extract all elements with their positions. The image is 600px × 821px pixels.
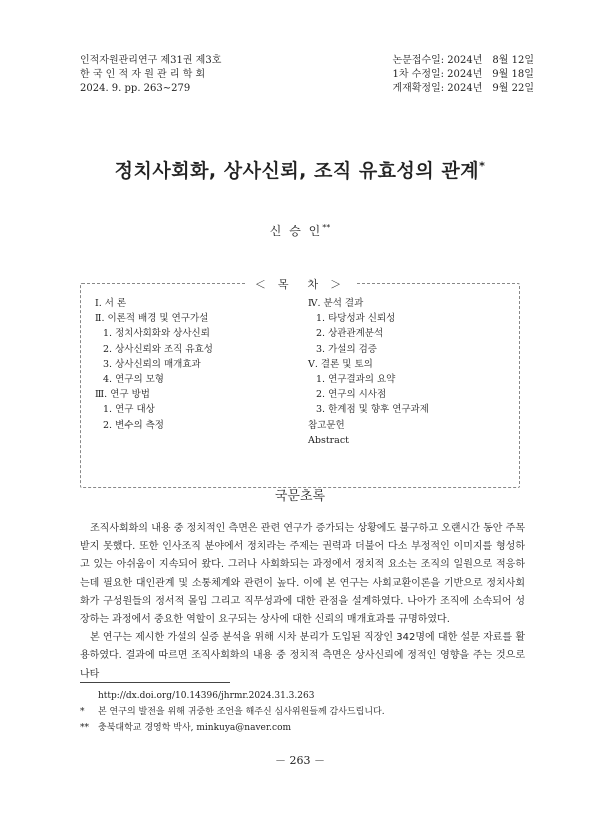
toc-item: Ⅳ. 분석 결과 [308, 298, 364, 309]
abstract-paragraph: 조직사회화의 내용 중 정치적인 측면은 관련 연구가 증가되는 상황에도 불구하고 오랜시간 동안 주목받지 못했다. 또한 인사조직 분야에서 정치라는 주제는 권력과 더불어 다소 부정적인 이미지를 형성하고 있는 아쉬움이 지속되어 왔다. 그러나 사회화되는 과정에서 정치적 요소는 조직의 일원으로 적응하는데 필요한 대인관계 및 소통체계와 관련이 높다. 이에 본 연구는 사회교환이론을 기반으로 정치사회화가 구성원들의 정서적 몰입 그리고 직무성과에 대한 관점을 설계하였다. 나아가 조직에 소속되어 성장하는 과정에서 중요한 역할이 요구되는 상사에 대한 신뢰의 매개효과를 규명하였다. [80, 523, 525, 626]
toc-item: Ⅲ. 연구 방법 [95, 389, 150, 401]
journal-line: 2024. 9. pp. 263∼279 [80, 83, 191, 94]
toc-item: 1. 연구 대상 [103, 404, 155, 416]
toc-item: Ⅴ. 결론 및 토의 [308, 358, 373, 370]
date-line: 논문접수일: 2024년 8월 12일 [392, 55, 534, 66]
toc-item: 2. 변수의 측정 [103, 419, 164, 431]
footnote-mark: * [80, 707, 85, 717]
toc-item: 1. 타당성과 신뢰성 [316, 313, 396, 325]
toc-item: 2. 연구의 시사점 [316, 389, 387, 401]
date-line: 1차 수정일: 2024년 9월 18일 [392, 69, 534, 80]
date-line: 게재확정일: 2024년 9월 22일 [392, 83, 534, 94]
toc-item: 1. 연구결과의 요약 [316, 374, 396, 386]
toc-item: Ⅱ. 이론적 배경 및 연구가설 [95, 313, 209, 325]
journal-line: 한 국 인 적 자 원 관 리 학 회 [80, 69, 206, 80]
paper-title-text: 정치사회화, 상사신뢰, 조직 유효성의 관계 [114, 160, 480, 182]
toc-item: 3. 한계점 및 향후 연구과제 [316, 404, 429, 416]
toc-item: 1. 정치사회화와 상사신뢰 [103, 328, 210, 340]
footnote-text: 본 연구의 발전을 위해 귀중한 조언을 해주신 심사위원들께 감사드립니다. [98, 707, 385, 717]
abstract-heading: 국문초록 [274, 489, 326, 504]
doi-link[interactable]: http://dx.doi.org/10.14396/jhrmr.2024.31.3.263 [98, 691, 315, 701]
footnote-text: 충북대학교 경영학 박사, minkuya@naver.com [98, 723, 292, 733]
paper-title [0, 156, 600, 183]
footnote [80, 720, 385, 736]
toc-item: 3. 상사신뢰의 매개효과 [103, 358, 201, 370]
toc-label-text: ＜ 목 차 ＞ [245, 278, 355, 291]
toc-item: 4. 연구의 모형 [103, 374, 164, 386]
abstract-paragraph: 본 연구는 제시한 가설의 실증 분석을 위해 시차 분리가 도입된 직장인 342명에 대한 설문 자료를 활용하였다. 결과에 따르면 조직사회화의 내용 중 정치적 측면은 상사신뢰에 정적인 영향을 주는 것으로 나타 [80, 632, 525, 680]
toc-item: Ⅰ. 서 론 [95, 298, 127, 309]
footnote-divider [80, 682, 230, 683]
journal-line: 인적자원관리연구 제31권 제3호 [80, 55, 222, 66]
title-footnote-mark: * [479, 159, 486, 173]
toc-item: 2. 상사신뢰와 조직 유효성 [103, 343, 213, 355]
footnote-mark: ** [80, 723, 89, 733]
toc-item: 참고문헌 [308, 419, 345, 431]
author [0, 222, 600, 239]
journal-info [80, 54, 221, 96]
toc-item: 2. 상관관계분석 [316, 328, 384, 340]
abstract-body [80, 520, 525, 684]
footnotes [80, 688, 385, 736]
toc-item: 3. 가설의 검증 [316, 343, 377, 355]
toc-right-column [308, 296, 429, 448]
toc-item: Abstract [308, 434, 349, 446]
toc-left-column [95, 296, 213, 433]
footnote [80, 704, 385, 720]
toc-label [0, 276, 600, 292]
page-number: － 263 － [275, 754, 325, 767]
author-footnote-mark: ** [322, 223, 331, 232]
author-name: 신 승 인 [269, 224, 323, 238]
review-dates [392, 54, 534, 96]
